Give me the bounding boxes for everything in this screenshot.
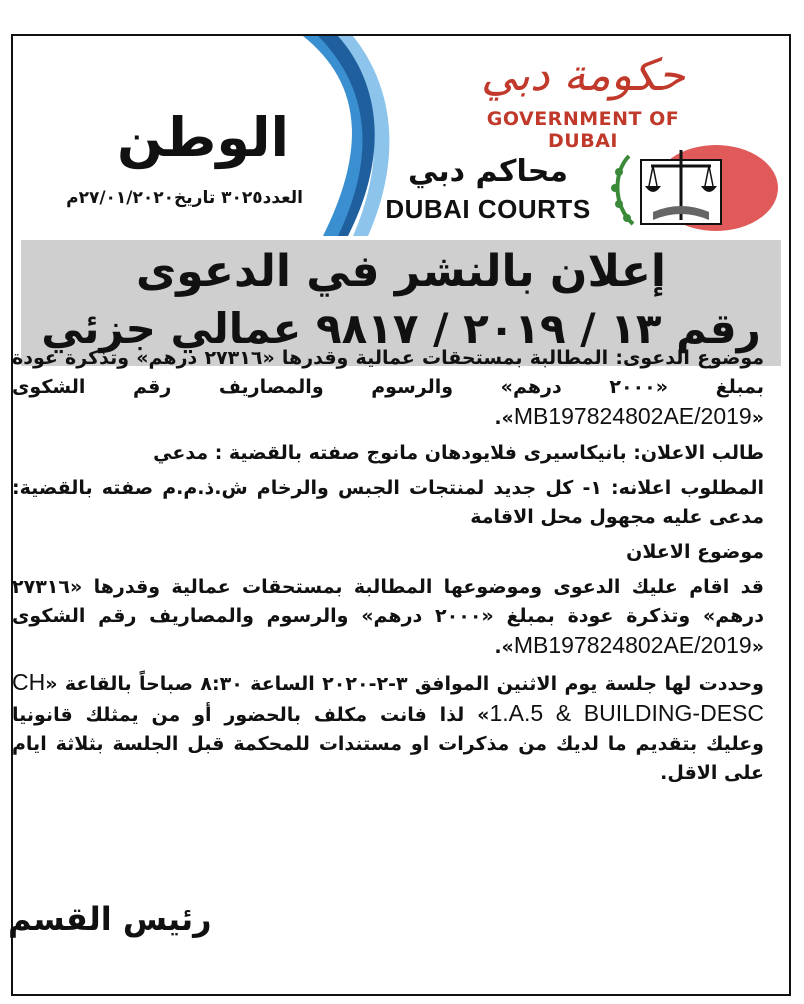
courts-name-english: DUBAI COURTS (385, 194, 591, 224)
complaint-number: MB197824802AE/2019 (513, 403, 752, 429)
header (13, 36, 789, 236)
signature-department-head: رئيس القسم (8, 900, 212, 938)
notice-heading: موضوع الاعلان (626, 541, 764, 563)
government-logo-arabic: حكومة دبي (481, 50, 685, 101)
hearing-paragraph: وحددت لها جلسة يوم الاثنين الموافق ٣-٢-٢٠٢٠ الساعة ٨:٣٠ صباحاً بالقاعة «CH 1.A.5 & BUILDING-DESC» لذا فانت مكلف بالحضور أو من يمثلك قانونيا وعليك بتقديم ما لديك من مذكرات او مستندات للمحكمة قبل الجلسة بثلاثة ايام على الاقل. (12, 669, 764, 784)
courts-name-arabic: محاكم دبي (408, 154, 568, 189)
courtroom-name: CH 1.A.5 & BUILDING-DESC (12, 669, 764, 726)
requester-paragraph: طالب الاعلان: بانيكاسيرى فلايودهان مانوج صفته بالقضية : مدعي (153, 442, 764, 464)
newspaper-name: الوطن (116, 106, 290, 169)
case-number: رقم ١٣ / ٢٠١٩ / ٩٨١٧ عمالي جزئي (41, 304, 761, 353)
announcement-body (12, 344, 764, 794)
case-subject-paragraph: موضوع الدعوى: المطالبة بمستحقات عمالية وقدرها «٢٧٣١٦ درهم» وتذكرة عودة بمبلغ «٢٠٠٠ درهم» والرسوم والمصاريف رقم الشكوى «MB197824802AE/2019». (12, 347, 764, 429)
courts-scales-emblem-icon (601, 142, 781, 234)
respondent-paragraph: المطلوب اعلانه: ١- كل جديد لمنتجات الجبس والرخام ش.ذ.م.م صفته بالقضية: مدعى عليه مجهول محل الاقامة (12, 477, 764, 528)
government-logo-english: GOVERNMENT OF DUBAI (486, 108, 680, 152)
notice-paragraph: قد اقام عليك الدعوى وموضوعها المطالبة بمستحقات عمالية وقدرها «٢٧٣١٦ درهم» وتذكرة عودة بمبلغ «٢٠٠٠ درهم» والرسوم والمصاريف رقم الشكوى «MB197824802AE/2019». (12, 576, 764, 658)
complaint-number: MB197824802AE/2019 (513, 632, 752, 658)
issue-date-line: العدد٣٠٢٥ تاريخ٢٧/٠١/٢٠٢٠م (66, 188, 303, 208)
announcement-title: إعلان بالنشر في الدعوى (135, 246, 667, 297)
